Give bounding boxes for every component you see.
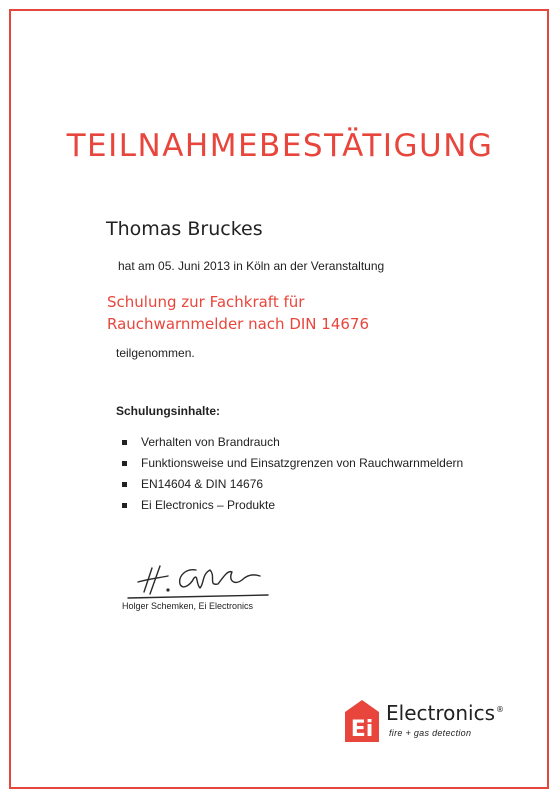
topic-label: EN14604 & DIN 14676 (141, 477, 264, 491)
certificate-title: TEILNAHMEBESTÄTIGUNG (66, 128, 494, 164)
course-title-line-1: Schulung zur Fachkraft für (107, 293, 305, 311)
company-logo (343, 698, 503, 748)
signature-caption: Holger Schemken, Ei Electronics (122, 601, 254, 611)
bullet-icon (122, 461, 127, 466)
contents-heading: Schulungsinhalte: (116, 404, 221, 418)
participant-name: Thomas Bruckes (106, 218, 263, 240)
bullet-icon (122, 440, 127, 445)
list-item (122, 495, 463, 516)
attended-text: teilgenommen. (116, 346, 195, 360)
list-item (122, 453, 463, 474)
svg-text:Ei: Ei (350, 717, 374, 742)
registered-mark: ® (496, 705, 505, 715)
bullet-icon (122, 482, 127, 487)
event-line: hat am 05. Juni 2013 in Köln an der Veranstaltung (118, 259, 385, 273)
topic-label: Funktionsweise und Einsatzgrenzen von Rauchwarnmeldern (141, 456, 464, 470)
brand-tagline: fire + gas detection (389, 728, 472, 738)
brand-name (386, 701, 504, 725)
list-item (122, 432, 463, 453)
certificate-border (9, 9, 549, 789)
topic-label: Ei Electronics – Produkte (141, 498, 276, 512)
course-title (107, 291, 369, 335)
signature (124, 562, 274, 602)
list-item (122, 474, 463, 495)
topics-list (122, 432, 463, 516)
topic-label: Verhalten von Brandrauch (141, 435, 280, 449)
brand-label: Electronics (386, 701, 496, 725)
ei-logo-icon (343, 698, 381, 744)
course-title-line-2: Rauchwarnmelder nach DIN 14676 (107, 315, 370, 333)
bullet-icon (122, 503, 127, 508)
